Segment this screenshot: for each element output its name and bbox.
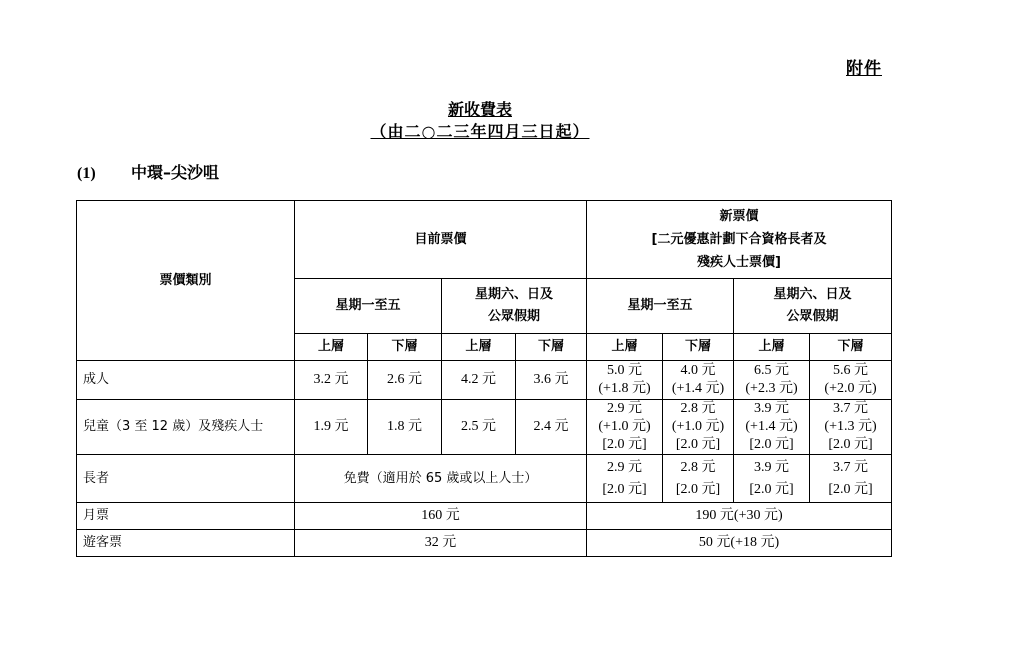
new-fare: 2.9 元 bbox=[607, 459, 643, 475]
concession-fare: [2.0 元] bbox=[675, 437, 721, 452]
new-fare-cell bbox=[734, 361, 810, 400]
new-fare-header bbox=[587, 201, 892, 279]
header-row-1 bbox=[77, 201, 892, 279]
new-fare-cell bbox=[587, 400, 663, 455]
fare-increase: (+1.4 元) bbox=[671, 381, 725, 396]
lower-deck-header: 下層 bbox=[810, 334, 892, 361]
row-label-elderly: 長者 bbox=[77, 455, 295, 503]
upper-deck-header: 上層 bbox=[587, 334, 663, 361]
new-fare: 5.6 元 bbox=[833, 363, 869, 378]
new-fare: 3.7 元 bbox=[833, 401, 869, 416]
route-name: 中環–尖沙咀 bbox=[131, 163, 220, 182]
concession-fare: [2.0 元] bbox=[828, 437, 873, 452]
new-fare: 4.0 元 bbox=[680, 363, 716, 378]
new-fare: 3.9 元 bbox=[754, 401, 790, 416]
fare-cell: 3.6 元 bbox=[516, 361, 587, 400]
fare-cell: 1.9 元 bbox=[295, 400, 368, 455]
fare-cell: 2.4 元 bbox=[516, 400, 587, 455]
new-fare-cell bbox=[663, 400, 734, 455]
elderly-free-note: 免費（適用於 65 歲或以上人士） bbox=[295, 455, 587, 503]
fare-increase: (+2.0 元) bbox=[824, 381, 877, 396]
concession-fare: [2.0 元] bbox=[602, 481, 647, 497]
row-label-tourist: 遊客票 bbox=[77, 530, 295, 557]
fare-cell: 160 元 bbox=[295, 503, 587, 530]
lower-deck-header: 下層 bbox=[663, 334, 734, 361]
new-fare-cell bbox=[587, 455, 663, 503]
lower-deck-header: 下層 bbox=[516, 334, 587, 361]
concession-fare: [2.0 元] bbox=[828, 481, 873, 497]
section-heading bbox=[77, 160, 219, 183]
category-header: 票價類別 bbox=[77, 201, 295, 361]
new-fare: 3.9 元 bbox=[754, 459, 790, 475]
row-label-adult: 成人 bbox=[77, 361, 295, 400]
fare-increase: (+1.8 元) bbox=[598, 381, 651, 396]
upper-deck-header: 上層 bbox=[734, 334, 810, 361]
new-fare-cell bbox=[810, 361, 892, 400]
lower-deck-header: 下層 bbox=[368, 334, 442, 361]
upper-deck-header: 上層 bbox=[295, 334, 368, 361]
fare-increase: (+1.4 元) bbox=[745, 419, 798, 434]
fare-table bbox=[76, 200, 892, 557]
new-fare: 2.8 元 bbox=[680, 401, 716, 416]
page-title: 新收費表 bbox=[447, 100, 512, 119]
new-fare: 2.9 元 bbox=[607, 401, 643, 416]
table-row bbox=[77, 361, 892, 400]
annex-label: 附件 bbox=[846, 59, 882, 79]
concession-fare: [2.0 元] bbox=[602, 437, 647, 452]
section-number: (1) bbox=[77, 165, 96, 182]
fare-cell: 1.8 元 bbox=[368, 400, 442, 455]
new-fare-cell: 190 元(+30 元) bbox=[587, 503, 892, 530]
fare-cell: 2.5 元 bbox=[442, 400, 516, 455]
table-row bbox=[77, 503, 892, 530]
new-fare: 3.7 元 bbox=[833, 459, 869, 475]
new-fare-cell: 50 元(+18 元) bbox=[587, 530, 892, 557]
table-row bbox=[77, 455, 892, 503]
effective-date: （由二○二三年四月三日起） bbox=[370, 122, 590, 141]
new-fare-cell bbox=[663, 361, 734, 400]
fare-cell: 4.2 元 bbox=[442, 361, 516, 400]
new-fare: 6.5 元 bbox=[754, 363, 790, 378]
new-fare: 5.0 元 bbox=[607, 363, 643, 378]
new-fare-header-line: 殘疾人士票價] bbox=[697, 255, 781, 270]
table-row bbox=[77, 530, 892, 557]
new-fare: 2.8 元 bbox=[680, 459, 716, 475]
row-label-child: 兒童（3 至 12 歲）及殘疾人士 bbox=[77, 400, 295, 455]
new-fare-cell bbox=[587, 361, 663, 400]
current-weekday-header: 星期一至五 bbox=[295, 279, 442, 334]
fare-increase: (+1.0 元) bbox=[671, 419, 725, 434]
upper-deck-header: 上層 bbox=[442, 334, 516, 361]
weekend-line: 星期六、日及 bbox=[475, 287, 554, 302]
fare-cell: 32 元 bbox=[295, 530, 587, 557]
new-weekday-header: 星期一至五 bbox=[587, 279, 734, 334]
fare-increase: (+1.3 元) bbox=[824, 419, 877, 434]
fare-cell: 2.6 元 bbox=[368, 361, 442, 400]
new-fare-header-line: [二元優惠計劃下合資格長者及 bbox=[651, 232, 827, 247]
concession-fare: [2.0 元] bbox=[675, 481, 721, 497]
fare-increase: (+2.3 元) bbox=[745, 381, 798, 396]
new-fare-header-line: 新票價 bbox=[719, 209, 759, 224]
fare-cell: 3.2 元 bbox=[295, 361, 368, 400]
fare-increase: (+1.0 元) bbox=[598, 419, 651, 434]
new-weekend-header bbox=[734, 279, 892, 334]
new-fare-cell bbox=[810, 455, 892, 503]
concession-fare: [2.0 元] bbox=[749, 437, 794, 452]
current-fare-header: 目前票價 bbox=[295, 201, 587, 279]
new-fare-cell bbox=[734, 455, 810, 503]
weekend-line: 星期六、日及 bbox=[773, 287, 852, 302]
table-row bbox=[77, 400, 892, 455]
weekend-line: 公眾假期 bbox=[488, 309, 541, 324]
current-weekend-header bbox=[442, 279, 587, 334]
row-label-monthly: 月票 bbox=[77, 503, 295, 530]
weekend-line: 公眾假期 bbox=[786, 309, 839, 324]
new-fare-cell bbox=[734, 400, 810, 455]
concession-fare: [2.0 元] bbox=[749, 481, 794, 497]
new-fare-cell bbox=[810, 400, 892, 455]
new-fare-cell bbox=[663, 455, 734, 503]
